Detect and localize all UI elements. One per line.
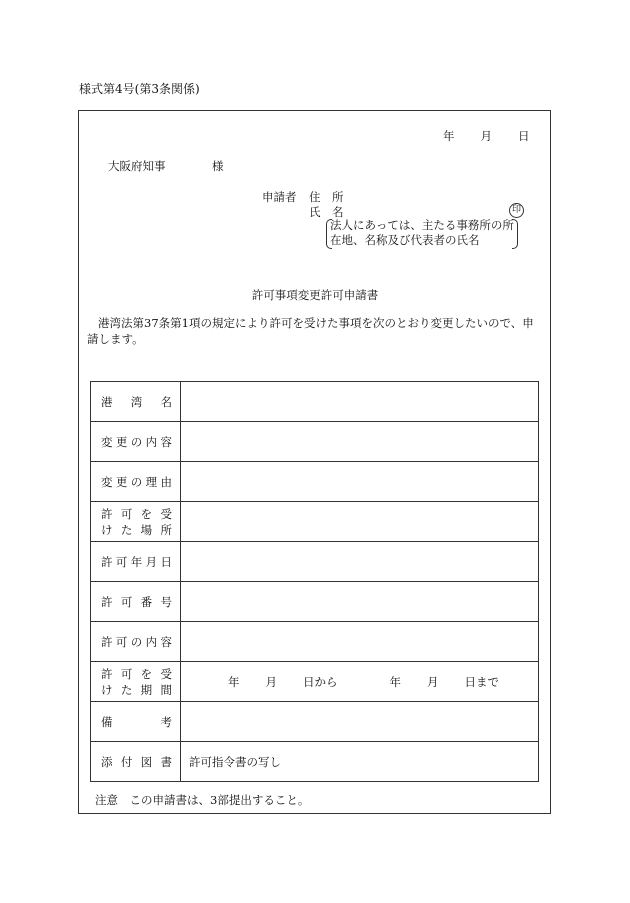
label-char: 湾 [130,394,143,409]
label-char: 月 [145,554,158,569]
date-line [443,128,530,144]
items-table [90,381,539,782]
label-char: 添 [101,754,113,769]
row-label [91,382,181,422]
label-char: 理 [145,474,158,489]
label-char: 可 [115,634,128,649]
row-label [91,662,181,702]
period-m1: 月 [265,674,277,689]
label-char: 名 [160,394,172,409]
row-value[interactable] [181,502,539,542]
row-label [91,622,181,662]
label-char: 変 [101,474,113,489]
row-value[interactable] [181,382,539,422]
table-row [91,662,539,702]
label-char: 可 [120,594,133,609]
label-char: 書 [160,754,172,769]
row-value[interactable] [181,622,539,662]
label-char: 更 [115,434,128,449]
table-row [91,742,539,782]
label-char: の [130,434,143,449]
label-char: 内 [145,434,158,449]
row-label [91,582,181,622]
label-char: た [120,522,133,537]
applicant-label: 申請者 [262,190,297,204]
label-char: 港 [101,394,113,409]
document-title: 許可事項変更許可申請書 [251,288,379,302]
row-value[interactable] [181,582,539,622]
row-value[interactable] [181,702,539,742]
table-row [91,502,539,542]
label-char: 由 [160,474,172,489]
day-label: 日 [518,129,530,143]
corporation-note-line2: 在地、名称及び代表者の氏名 [330,233,480,247]
row-value[interactable] [181,422,539,462]
addressee-suffix: 様 [212,159,224,173]
period-d2: 日まで [464,674,499,689]
label-char: 受 [160,666,172,681]
period-d1: 日から [303,674,338,689]
corporation-note-line1: 法人にあっては、主たる事務所の所 [330,218,514,232]
bracket-left [326,219,332,249]
row-label [91,502,181,542]
label-char: 備 [101,714,113,729]
row-value[interactable] [181,662,539,702]
label-char: を [140,666,153,681]
label-char: 図 [140,754,153,769]
year-label: 年 [443,129,455,143]
label-char: 間 [160,682,172,697]
label-char: の [130,634,143,649]
address-label: 住 所 [309,190,344,204]
label-char: 許 [101,634,113,649]
addressee: 大阪府知事 [108,159,166,173]
label-char: 期 [140,682,153,697]
corporation-note [330,218,520,248]
label-char: 考 [160,714,172,729]
row-value[interactable] [181,462,539,502]
label-char: 受 [160,506,172,521]
table-row [91,582,539,622]
period-y1: 年 [228,674,240,689]
bracket-right [512,219,518,249]
row-label [91,742,181,782]
body-text: 港湾法第37条第1項の規定により許可を受けた事項を次のとおり変更したいので、申請します。 [87,316,534,346]
label-char: 所 [160,522,172,537]
label-char: 号 [160,594,172,609]
label-char: 年 [130,554,143,569]
label-char: 内 [145,634,158,649]
row-value[interactable] [181,542,539,582]
label-char: 番 [140,594,153,609]
label-char: 日 [160,554,172,569]
label-char: の [130,474,143,489]
row-label [91,422,181,462]
label-char: 変 [101,434,113,449]
label-char: 場 [140,522,153,537]
label-char: け [101,682,113,697]
label-char: 可 [120,666,133,681]
label-char: た [120,682,133,697]
label-char: 付 [120,754,133,769]
label-char: 更 [115,474,128,489]
period-m2: 月 [427,674,439,689]
form-code: 様式第4号(第3条関係) [79,82,200,96]
label-char: け [101,522,113,537]
period-y2: 年 [389,674,401,689]
label-char: 容 [160,634,172,649]
label-char: 許 [101,594,113,609]
month-label: 月 [480,129,492,143]
label-char: 許 [101,666,113,681]
row-label [91,702,181,742]
label-char: 許 [101,506,113,521]
table-row [91,622,539,662]
label-char: 可 [120,506,133,521]
seal-icon: 印 [509,203,524,218]
label-char: を [140,506,153,521]
table-row [91,542,539,582]
label-char: 可 [115,554,128,569]
table-row [91,382,539,422]
table-row [91,462,539,502]
label-char: 容 [160,434,172,449]
row-label [91,542,181,582]
label-char: 許 [101,554,113,569]
table-row [91,422,539,462]
row-label [91,462,181,502]
table-row [91,702,539,742]
name-label: 氏 名 [309,205,344,219]
note: 注意 この申請書は、3部提出すること。 [95,793,310,807]
row-value[interactable]: 許可指令書の写し [181,742,539,782]
